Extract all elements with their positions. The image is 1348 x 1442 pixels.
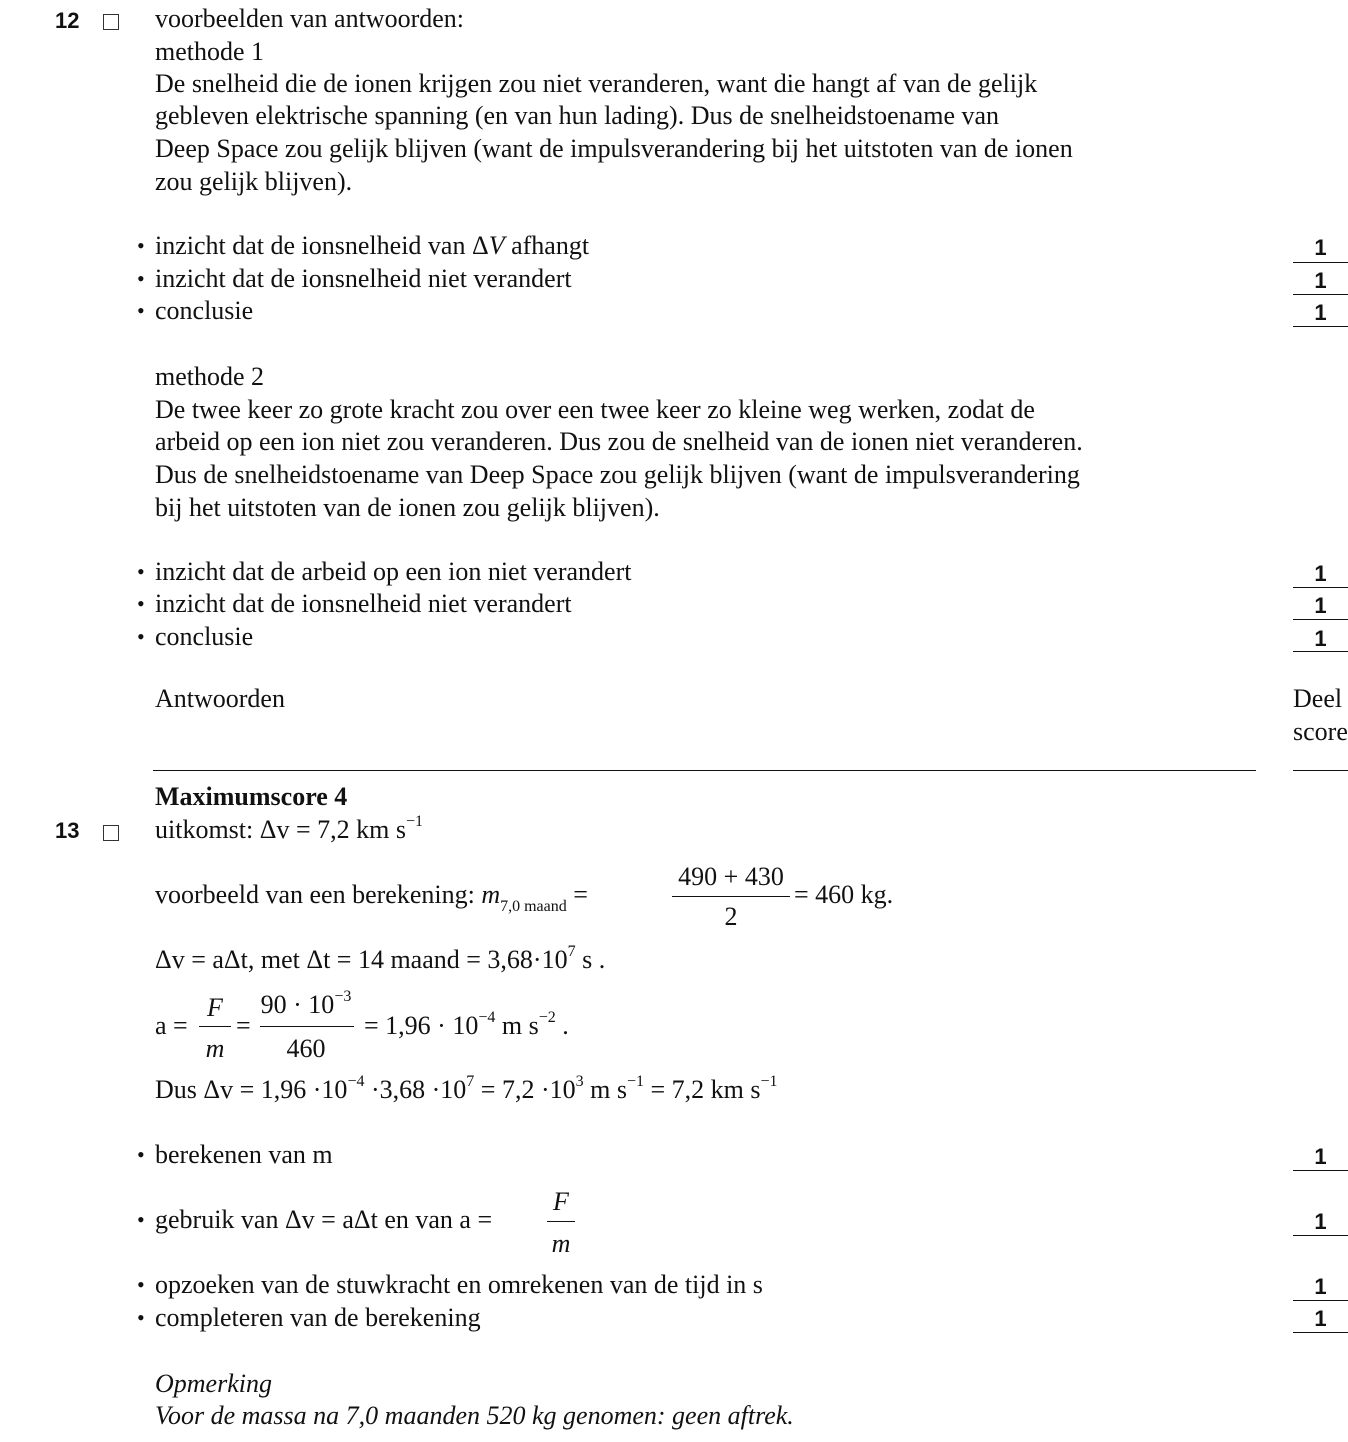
score-value: 1 bbox=[1314, 561, 1327, 586]
checkbox-12[interactable] bbox=[103, 14, 119, 30]
a-frac2-num-text: 90 · 10 bbox=[260, 990, 335, 1019]
a-lhs: a = bbox=[155, 1011, 188, 1040]
dus-exp1: −4 bbox=[347, 1073, 365, 1090]
q13-item: opzoeken van de stuwkracht en omrekenen van de tijd in s bbox=[155, 1270, 763, 1299]
bullet: • bbox=[137, 233, 145, 258]
score-value: 1 bbox=[1314, 593, 1327, 618]
score-underline bbox=[1293, 619, 1348, 620]
opmerking-title: Opmerking bbox=[155, 1369, 272, 1398]
method2-line: De twee keer zo grote kracht zou over een twee keer zo kleine weg werken, zodat de bbox=[155, 395, 1035, 424]
q13-item: completeren van de berekening bbox=[155, 1303, 481, 1332]
bullet: • bbox=[137, 559, 145, 584]
m1-item-pre: inzicht dat de ionsnelheid van bbox=[155, 231, 472, 260]
score-underline bbox=[1293, 651, 1348, 652]
mass-subscript: 7,0 maand bbox=[500, 898, 567, 915]
question-number-12: 12 bbox=[55, 8, 80, 33]
uitkomst-exp: −1 bbox=[405, 813, 424, 830]
score-underline bbox=[1293, 1300, 1348, 1301]
method2-line: bij het uitstoten van de ionen zou gelijk blijven). bbox=[155, 493, 660, 522]
item-frac-bar bbox=[547, 1221, 575, 1222]
line2-end: s . bbox=[575, 945, 606, 974]
uitkomst-label: uitkomst: bbox=[155, 815, 260, 844]
method1-title: methode 1 bbox=[155, 37, 265, 66]
bullet: • bbox=[137, 1272, 145, 1297]
score-value: 1 bbox=[1314, 235, 1327, 260]
checkbox-13[interactable] bbox=[103, 825, 119, 841]
m1-item: inzicht dat de ionsnelheid niet verandert bbox=[155, 264, 572, 293]
question-number-13: 13 bbox=[55, 818, 80, 843]
dus-mid2: = 7,2 ·10 bbox=[474, 1075, 576, 1104]
score-header: score bbox=[1293, 717, 1348, 746]
q13-item: gebruik van Δv = aΔt en van a = bbox=[155, 1205, 493, 1234]
bullet: • bbox=[137, 266, 145, 291]
method2-line: arbeid op een ion niet zou veranderen. Dus zou de snelheid van de ionen niet veranderen. bbox=[155, 427, 1083, 456]
item-frac-den: m bbox=[551, 1229, 571, 1258]
mass-var: m bbox=[481, 880, 501, 909]
opmerking-text: Voor de massa na 7,0 maanden 520 kg genomen: geen aftrek. bbox=[155, 1401, 794, 1430]
dus-exp4: −1 bbox=[626, 1073, 644, 1090]
line2-main: Δv = aΔt, met Δt = 14 maand = 3,68·10 bbox=[155, 945, 568, 974]
a-frac2-num bbox=[258, 990, 354, 1020]
a-frac-bar bbox=[199, 1026, 231, 1027]
method1-line: zou gelijk blijven). bbox=[155, 167, 353, 196]
dus-mid4: = 7,2 km s bbox=[644, 1075, 761, 1104]
a-result bbox=[364, 1011, 569, 1041]
score-value: 1 bbox=[1314, 1144, 1327, 1169]
dus-text: Dus Δv = 1,96 ·10 bbox=[155, 1075, 348, 1104]
q13-item: berekenen van m bbox=[155, 1140, 333, 1169]
a-frac-den: m bbox=[205, 1034, 225, 1063]
a-result-end: . bbox=[555, 1011, 569, 1040]
m2-item: conclusie bbox=[155, 622, 254, 651]
antwoorden-header: Antwoorden bbox=[155, 684, 285, 713]
dus-mid1: ·3,68 ·10 bbox=[364, 1075, 467, 1104]
delta-symbol: Δ bbox=[471, 231, 489, 260]
frac1-denominator: 2 bbox=[724, 902, 738, 931]
deel-header: Deel bbox=[1293, 684, 1343, 713]
frac1-bar bbox=[672, 896, 790, 897]
a-frac2-den: 460 bbox=[286, 1034, 326, 1063]
a-frac2-num-exp: −3 bbox=[334, 988, 352, 1005]
frac1-result: = 460 kg. bbox=[794, 880, 894, 909]
voltage-var: V bbox=[488, 231, 505, 260]
q12-intro: voorbeelden van antwoorden: bbox=[155, 4, 465, 33]
uitkomst bbox=[155, 815, 423, 845]
frac1-numerator: 490 + 430 bbox=[678, 862, 784, 891]
a-result-exp: −4 bbox=[478, 1009, 496, 1026]
line2-exp: 7 bbox=[567, 943, 576, 960]
method1-line: Deep Space zou gelijk blijven (want de impulsverandering bij het uitstoten van de ionen bbox=[155, 134, 1073, 163]
uitkomst-value: Δv = 7,2 km s bbox=[259, 815, 406, 844]
score-value: 1 bbox=[1314, 1306, 1327, 1331]
item-frac-num: F bbox=[553, 1187, 569, 1216]
method2-title: methode 2 bbox=[155, 362, 265, 391]
bullet: • bbox=[137, 1305, 145, 1330]
score-underline bbox=[1293, 294, 1348, 295]
bullet: • bbox=[137, 1142, 145, 1167]
dus-exp5: −1 bbox=[760, 1073, 778, 1090]
dus-exp3: 3 bbox=[575, 1073, 584, 1090]
score-underline bbox=[1293, 587, 1348, 588]
dus-line bbox=[155, 1075, 778, 1105]
score-underline bbox=[1293, 1332, 1348, 1333]
header-rule bbox=[153, 770, 1256, 771]
bullet: • bbox=[137, 624, 145, 649]
a-frac-num: F bbox=[207, 993, 223, 1022]
calc-label: voorbeeld van een berekening: bbox=[155, 880, 482, 909]
score-underline bbox=[1293, 1235, 1348, 1236]
m2-item: inzicht dat de ionsnelheid niet verandert bbox=[155, 589, 572, 618]
score-value: 1 bbox=[1314, 268, 1327, 293]
m1-item: conclusie bbox=[155, 296, 254, 325]
dus-mid3: m s bbox=[583, 1075, 627, 1104]
score-underline bbox=[1293, 262, 1348, 263]
score-underline bbox=[1293, 1170, 1348, 1171]
method1-line: De snelheid die de ionen krijgen zou niet veranderen, want die hangt af van de gelijk bbox=[155, 69, 1038, 98]
score-value: 1 bbox=[1314, 1274, 1327, 1299]
a-result-unit-exp: −2 bbox=[538, 1009, 556, 1026]
calc-line-1: voorbeeld van een berekening: $m_{7,0 maand}$ = bbox=[155, 880, 588, 915]
bullet: • bbox=[137, 298, 145, 323]
score-underline bbox=[1293, 326, 1348, 327]
a-result-text: = 1,96 · 10 bbox=[364, 1011, 479, 1040]
m2-item: inzicht dat de arbeid op een ion niet verandert bbox=[155, 557, 632, 586]
method1-line: gebleven elektrische spanning (en van hun lading). Dus de snelheidstoename van bbox=[155, 101, 1000, 130]
header-rule-score bbox=[1293, 770, 1348, 771]
score-value: 1 bbox=[1314, 626, 1327, 651]
score-value: 1 bbox=[1314, 300, 1327, 325]
a-result-unit: m s bbox=[495, 1011, 539, 1040]
a-frac2-bar bbox=[260, 1026, 354, 1027]
score-value: 1 bbox=[1314, 1209, 1327, 1234]
dus-exp2: 7 bbox=[466, 1073, 475, 1090]
bullet: • bbox=[137, 591, 145, 616]
method2-line: Dus de snelheidstoename van Deep Space zou gelijk blijven (want de impulsverandering bbox=[155, 460, 1080, 489]
m1-item-post: afhangt bbox=[504, 231, 590, 260]
maxscore-label: Maximumscore 4 bbox=[155, 782, 348, 811]
calc-line-2 bbox=[155, 945, 605, 975]
m1-item bbox=[155, 231, 589, 261]
equals-sign: = bbox=[236, 1011, 251, 1040]
bullet: • bbox=[137, 1207, 145, 1232]
